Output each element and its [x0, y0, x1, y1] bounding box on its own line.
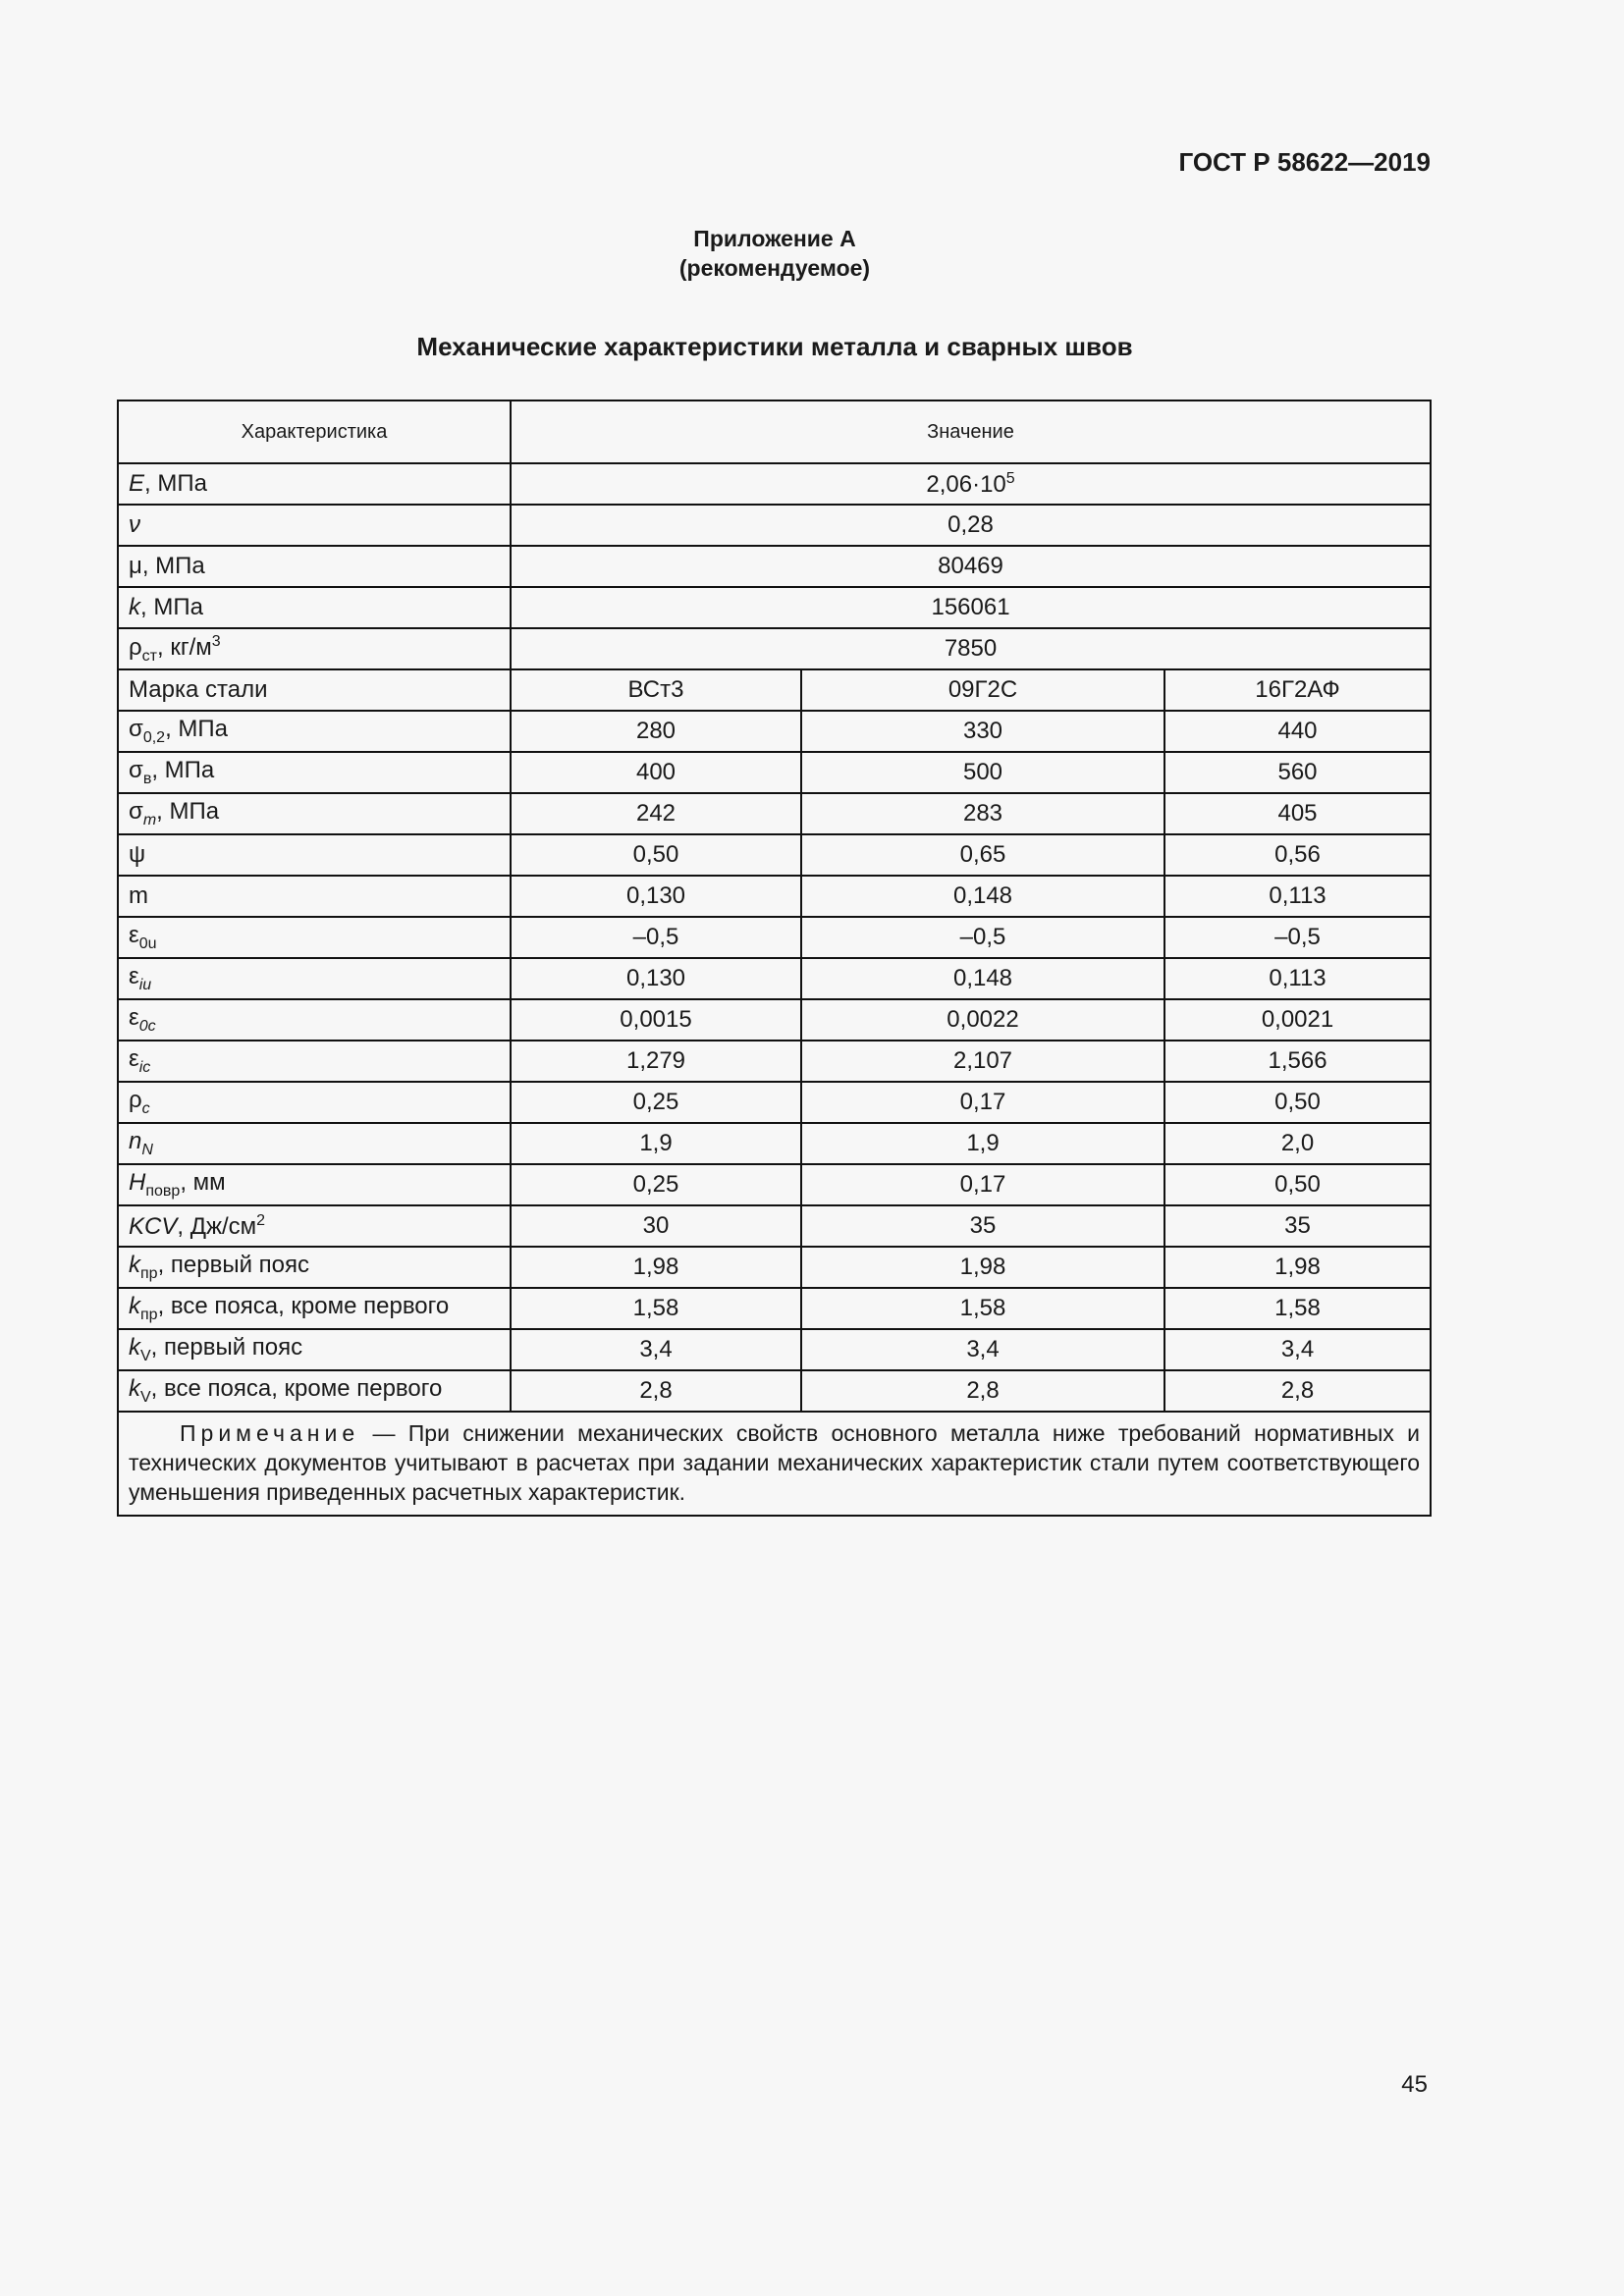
table-row — [118, 1082, 1431, 1123]
row-value: 35 — [1164, 1205, 1431, 1247]
symbol: ε — [129, 1004, 139, 1031]
row-value: 2,107 — [801, 1041, 1164, 1082]
table-row — [118, 1288, 1431, 1329]
symbol: μ — [129, 553, 142, 579]
note-label: Примечание — [180, 1420, 360, 1446]
symbol: E — [129, 470, 145, 497]
row-value: 2,8 — [801, 1370, 1164, 1412]
subscript: N — [141, 1142, 153, 1158]
row-value: 0,148 — [801, 958, 1164, 999]
note-row — [118, 1412, 1431, 1516]
table-row — [118, 587, 1431, 628]
subscript: iu — [138, 977, 152, 993]
table-row — [118, 1329, 1431, 1370]
row-label — [118, 1247, 511, 1288]
row-value: 0,56 — [1164, 834, 1431, 876]
table-row — [118, 834, 1431, 876]
row-value: 0,17 — [801, 1082, 1164, 1123]
row-label — [118, 1041, 511, 1082]
value-text: 0,28 — [947, 511, 994, 538]
row-value: 30 — [511, 1205, 801, 1247]
row-value: 1,9 — [801, 1123, 1164, 1164]
row-value: 0,50 — [1164, 1164, 1431, 1205]
subscript: V — [140, 1348, 151, 1364]
row-value: –0,5 — [801, 917, 1164, 958]
steel-grade-3: 16Г2АФ — [1164, 669, 1431, 711]
row-value — [511, 587, 1431, 628]
row-label — [118, 711, 511, 752]
row-value: 0,130 — [511, 876, 801, 917]
table-row — [118, 1205, 1431, 1247]
subscript: пр — [140, 1265, 158, 1282]
steel-grade-2: 09Г2С — [801, 669, 1164, 711]
row-label — [118, 1329, 511, 1370]
table-row — [118, 463, 1431, 505]
subscript: c — [141, 1100, 150, 1117]
subscript: 0u — [138, 935, 157, 952]
table-row — [118, 917, 1431, 958]
value-text: 80469 — [938, 553, 1003, 579]
note — [118, 1412, 1431, 1516]
appendix-type: (рекомендуемое) — [678, 255, 871, 281]
row-label — [118, 999, 511, 1041]
steel-grade-label: Марка стали — [118, 669, 511, 711]
row-label — [118, 505, 511, 546]
row-label — [118, 587, 511, 628]
symbol: k — [129, 1252, 140, 1278]
row-value: 1,98 — [511, 1247, 801, 1288]
row-value — [511, 546, 1431, 587]
row-value: 1,58 — [801, 1288, 1164, 1329]
row-value: 0,50 — [1164, 1082, 1431, 1123]
unit-superscript: 3 — [211, 632, 221, 650]
subscript: в — [142, 771, 152, 787]
row-value: 0,65 — [801, 834, 1164, 876]
unit: , Дж/см — [177, 1212, 257, 1240]
symbol: ε — [129, 963, 139, 989]
row-value: 35 — [801, 1205, 1164, 1247]
value-superscript: 5 — [1005, 469, 1015, 487]
row-value: 1,58 — [511, 1288, 801, 1329]
row-label — [118, 1164, 511, 1205]
row-value: 3,4 — [511, 1329, 801, 1370]
subscript: 0,2 — [142, 729, 166, 746]
value-text: 7850 — [944, 635, 998, 662]
table-header-row — [118, 400, 1431, 463]
row-value: 0,113 — [1164, 876, 1431, 917]
row-label — [118, 1205, 511, 1247]
row-value: 405 — [1164, 793, 1431, 834]
row-label — [118, 958, 511, 999]
row-value: –0,5 — [1164, 917, 1431, 958]
table-row — [118, 628, 1431, 669]
table-row — [118, 711, 1431, 752]
subscript: m — [142, 812, 157, 828]
unit: , все пояса, кроме первого — [150, 1375, 443, 1402]
table-row — [118, 505, 1431, 546]
row-value: –0,5 — [511, 917, 801, 958]
row-value: 1,98 — [1164, 1247, 1431, 1288]
symbol: σ — [129, 757, 143, 783]
row-label — [118, 628, 511, 669]
row-value: 400 — [511, 752, 801, 793]
row-value: 0,0022 — [801, 999, 1164, 1041]
subscript: 0c — [138, 1018, 156, 1035]
header-value: Значение — [511, 400, 1431, 463]
table-row — [118, 793, 1431, 834]
table-row — [118, 958, 1431, 999]
subscript: V — [140, 1389, 151, 1406]
row-value: 3,4 — [1164, 1329, 1431, 1370]
row-value: 2,0 — [1164, 1123, 1431, 1164]
unit-superscript: 2 — [256, 1211, 266, 1229]
row-label — [118, 463, 511, 505]
row-value: 3,4 — [801, 1329, 1164, 1370]
standard-code: ГОСТ Р 58622—2019 — [1178, 147, 1431, 177]
value-text: 2,06·10 — [926, 470, 1006, 498]
row-value: 0,0015 — [511, 999, 801, 1041]
symbol: ρ — [129, 1087, 142, 1113]
unit: , МПа — [151, 757, 215, 783]
row-value: 2,8 — [511, 1370, 801, 1412]
symbol: m — [129, 882, 148, 909]
row-value: 1,279 — [511, 1041, 801, 1082]
row-value: 283 — [801, 793, 1164, 834]
symbol: ρ — [129, 633, 142, 661]
row-value: 2,8 — [1164, 1370, 1431, 1412]
unit: , первый пояс — [157, 1252, 310, 1278]
table-row — [118, 1041, 1431, 1082]
row-value: 1,58 — [1164, 1288, 1431, 1329]
subscript: ст — [141, 647, 157, 665]
row-label — [118, 546, 511, 587]
unit: , МПа — [140, 594, 203, 620]
row-label — [118, 876, 511, 917]
symbol: n — [129, 1128, 142, 1154]
row-value: 0,148 — [801, 876, 1164, 917]
symbol: ε — [129, 1045, 139, 1072]
properties-table — [117, 400, 1432, 1517]
row-value: 500 — [801, 752, 1164, 793]
symbol: k — [129, 1334, 140, 1361]
appendix-heading — [0, 224, 1549, 283]
unit: , МПа — [141, 553, 205, 579]
table-row — [118, 876, 1431, 917]
row-value — [511, 505, 1431, 546]
symbol: σ — [129, 798, 143, 825]
symbol: ε — [129, 922, 139, 948]
table-title: Механические характеристики металла и сварных швов — [416, 332, 1133, 361]
row-value: 0,130 — [511, 958, 801, 999]
value-text: 156061 — [931, 594, 1010, 620]
subscript: ic — [138, 1059, 151, 1076]
row-label — [118, 1370, 511, 1412]
row-value: 0,113 — [1164, 958, 1431, 999]
row-value: 280 — [511, 711, 801, 752]
table-row — [118, 546, 1431, 587]
table-row — [118, 1164, 1431, 1205]
row-value — [511, 463, 1431, 505]
row-value: 0,25 — [511, 1082, 801, 1123]
symbol: k — [129, 1293, 140, 1319]
table-row — [118, 999, 1431, 1041]
header-characteristic: Характеристика — [118, 400, 511, 463]
row-label — [118, 834, 511, 876]
subscript: повр — [145, 1183, 181, 1200]
symbol: H — [129, 1169, 146, 1196]
unit: , кг/м — [156, 633, 212, 661]
note-text: — При снижении механических свойств основного металла ниже требований нормативных и технических документов учитывают в расчетах при задании механических характеристик стали путем соответствующего уменьшения приведенных расчетных характеристик. — [129, 1420, 1421, 1505]
row-value: 0,25 — [511, 1164, 801, 1205]
row-label — [118, 793, 511, 834]
row-label — [118, 1123, 511, 1164]
row-value: 0,50 — [511, 834, 801, 876]
table-row — [118, 1247, 1431, 1288]
symbol: k — [129, 1375, 140, 1402]
row-label — [118, 1288, 511, 1329]
symbol: KCV — [129, 1212, 178, 1240]
unit: , первый пояс — [150, 1334, 303, 1361]
row-value: 560 — [1164, 752, 1431, 793]
unit: , МПа — [156, 798, 220, 825]
table-row — [118, 1123, 1431, 1164]
steel-grade-1: ВСт3 — [511, 669, 801, 711]
row-value — [511, 628, 1431, 669]
row-value: 1,9 — [511, 1123, 801, 1164]
symbol: ψ — [129, 841, 146, 868]
unit: , МПа — [144, 470, 207, 497]
appendix-title: Приложение А — [693, 226, 856, 251]
symbol: σ — [129, 716, 143, 742]
unit: , МПа — [165, 716, 228, 742]
row-value: 0,17 — [801, 1164, 1164, 1205]
row-value: 1,98 — [801, 1247, 1164, 1288]
symbol: k — [129, 594, 140, 620]
page-number: 45 — [1401, 2071, 1428, 2098]
row-value: 1,566 — [1164, 1041, 1431, 1082]
unit: , мм — [180, 1169, 226, 1196]
table-row — [118, 1370, 1431, 1412]
steel-grade-row — [118, 669, 1431, 711]
row-value: 242 — [511, 793, 801, 834]
subscript: пр — [140, 1307, 158, 1323]
unit: , все пояса, кроме первого — [157, 1293, 450, 1319]
row-value: 440 — [1164, 711, 1431, 752]
row-label — [118, 917, 511, 958]
row-value: 0,0021 — [1164, 999, 1431, 1041]
row-label — [118, 1082, 511, 1123]
row-value: 330 — [801, 711, 1164, 752]
symbol: ν — [129, 511, 140, 538]
table-row — [118, 752, 1431, 793]
row-label — [118, 752, 511, 793]
